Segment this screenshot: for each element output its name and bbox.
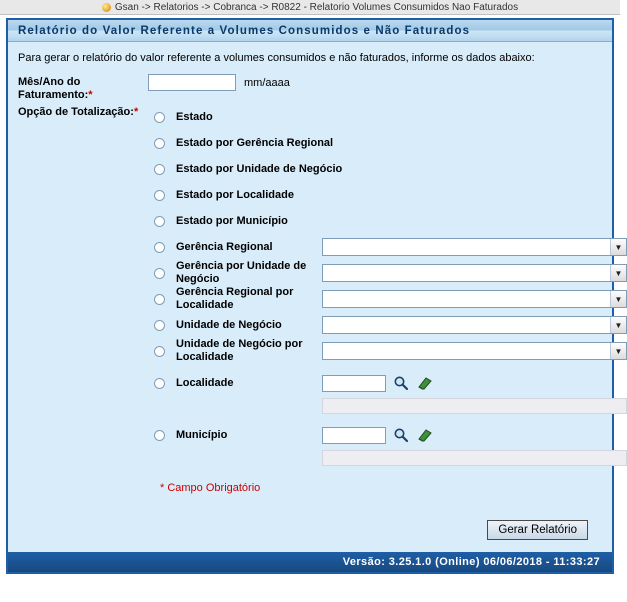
radio-cell[interactable] [148,138,172,149]
option-row-estado-por-localidade[interactable] [148,182,627,208]
option-row-estado-por-municipio[interactable] [148,208,627,234]
form-instructions: Para gerar o relatório do valor referente a volumes consumidos e não faturados, informe os dados abaixo: [18,52,535,64]
mesano-required-marker: * [88,89,93,101]
radio-gerencia-regional-por-localidade[interactable] [154,294,165,305]
radio-cell[interactable] [148,190,172,201]
status-bar [8,552,612,572]
select-unidade-de-negocio-por-localidade[interactable] [322,342,627,360]
radio-gerencia-regional[interactable] [154,242,165,253]
select-gerencia-regional-por-localidade[interactable] [322,290,627,308]
mesano-row [18,74,602,102]
mesano-label-text: Mês/Ano do Faturamento: [18,76,89,101]
option-control [322,450,627,466]
radio-estado-por-unidade-de-negocio[interactable] [154,164,165,175]
radio-cell[interactable] [148,164,172,175]
municipio-description-row [148,448,627,468]
magnifier-icon[interactable] [392,374,410,392]
option-label: Localidade [176,376,234,389]
totalizacao-options [148,104,627,468]
option-label: Estado [176,110,213,123]
option-label: Estado por Unidade de Negócio [176,162,343,175]
option-control [322,264,627,282]
option-control [322,398,627,414]
mesano-format-hint: mm/aaaa [244,76,290,89]
localidade-input[interactable] [322,375,386,392]
chevron-down-icon: ▼ [610,239,626,255]
option-control [322,426,627,444]
radio-cell[interactable] [148,242,172,253]
option-label: Gerência Regional por Localidade [176,286,294,311]
chevron-down-icon: ▼ [610,343,626,359]
option-label: Gerência por Unidade de Negócio [176,260,307,285]
option-label: Município [176,428,228,441]
chevron-down-icon: ▼ [610,317,626,333]
option-row-estado-por-unidade-de-negocio[interactable] [148,156,627,182]
select-gerencia-por-unidade-de-negocio[interactable] [322,264,627,282]
option-label: Estado por Município [176,214,288,227]
page-title: Relatório do Valor Referente a Volumes Consumidos e Não Faturados [18,24,471,37]
actions-row [18,494,602,540]
radio-estado-por-localidade[interactable] [154,190,165,201]
option-row-municipio[interactable] [148,422,627,448]
option-control [322,316,627,334]
radio-gerencia-por-unidade-de-negocio[interactable] [154,268,165,279]
mesano-label [18,74,148,102]
totalizacao-label-text: Opção de Totalização: [18,106,134,118]
gsan-globe-icon [102,3,111,12]
option-row-gerencia-por-unidade-de-negocio[interactable] [148,260,627,286]
version-text: Versão: 3.25.1.0 (Online) 06/06/2018 - 11:33:27 [342,556,600,568]
eraser-icon[interactable] [416,374,434,392]
chevron-down-icon: ▼ [610,265,626,281]
radio-cell[interactable] [148,216,172,227]
option-row-gerencia-regional[interactable] [148,234,627,260]
option-row-estado[interactable] [148,104,627,130]
radio-estado-por-gerencia-regional[interactable] [154,138,165,149]
totalizacao-row [18,104,623,468]
radio-estado-por-municipio[interactable] [154,216,165,227]
localidade-description-display [322,398,627,414]
option-control [322,238,627,256]
required-note: * Campo Obrigatório [160,482,261,494]
window-title-bar [8,20,612,42]
radio-cell[interactable] [148,378,172,389]
mesano-input[interactable] [148,74,236,91]
totalizacao-required-marker: * [133,106,139,118]
radio-cell[interactable] [148,430,172,441]
option-control [322,342,627,360]
breadcrumb-text: Gsan -> Relatorios -> Cobranca -> R0822 - Relatorio Volumes Consumidos Nao Faturados [114,1,519,13]
option-control [322,374,627,392]
radio-unidade-de-negocio-por-localidade[interactable] [154,346,165,357]
eraser-icon[interactable] [416,426,434,444]
radio-cell[interactable] [148,294,172,305]
chevron-down-icon: ▼ [610,291,626,307]
radio-cell[interactable] [148,112,172,123]
radio-estado[interactable] [154,112,165,123]
municipio-description-display [322,450,627,466]
option-row-localidade[interactable] [148,370,627,396]
breadcrumb [0,0,620,15]
option-row-unidade-de-negocio[interactable] [148,312,627,338]
localidade-description-row [148,396,627,416]
option-row-gerencia-regional-por-localidade[interactable] [148,286,627,312]
radio-unidade-de-negocio[interactable] [154,320,165,331]
radio-municipio[interactable] [154,430,165,441]
select-unidade-de-negocio[interactable] [322,316,627,334]
mesano-field-col [148,74,602,91]
radio-cell[interactable] [148,268,172,279]
radio-cell[interactable] [148,320,172,331]
option-label: Gerência Regional [176,240,273,253]
option-row-estado-por-gerencia-regional[interactable] [148,130,627,156]
radio-localidade[interactable] [154,378,165,389]
option-row-unidade-de-negocio-por-localidade[interactable] [148,338,627,364]
gerar-relatorio-button[interactable]: Gerar Relatório [487,520,588,540]
magnifier-icon[interactable] [392,426,410,444]
option-label: Estado por Gerência Regional [176,136,334,149]
report-window [6,18,623,574]
select-gerencia-regional[interactable] [322,238,627,256]
radio-cell[interactable] [148,346,172,357]
form-content [8,42,623,540]
option-control [322,290,627,308]
option-label: Unidade de Negócio [176,318,282,331]
municipio-input[interactable] [322,427,386,444]
totalizacao-label [18,104,148,119]
option-label: Unidade de Negócio por Localidade [176,338,303,363]
option-label: Estado por Localidade [176,188,294,201]
